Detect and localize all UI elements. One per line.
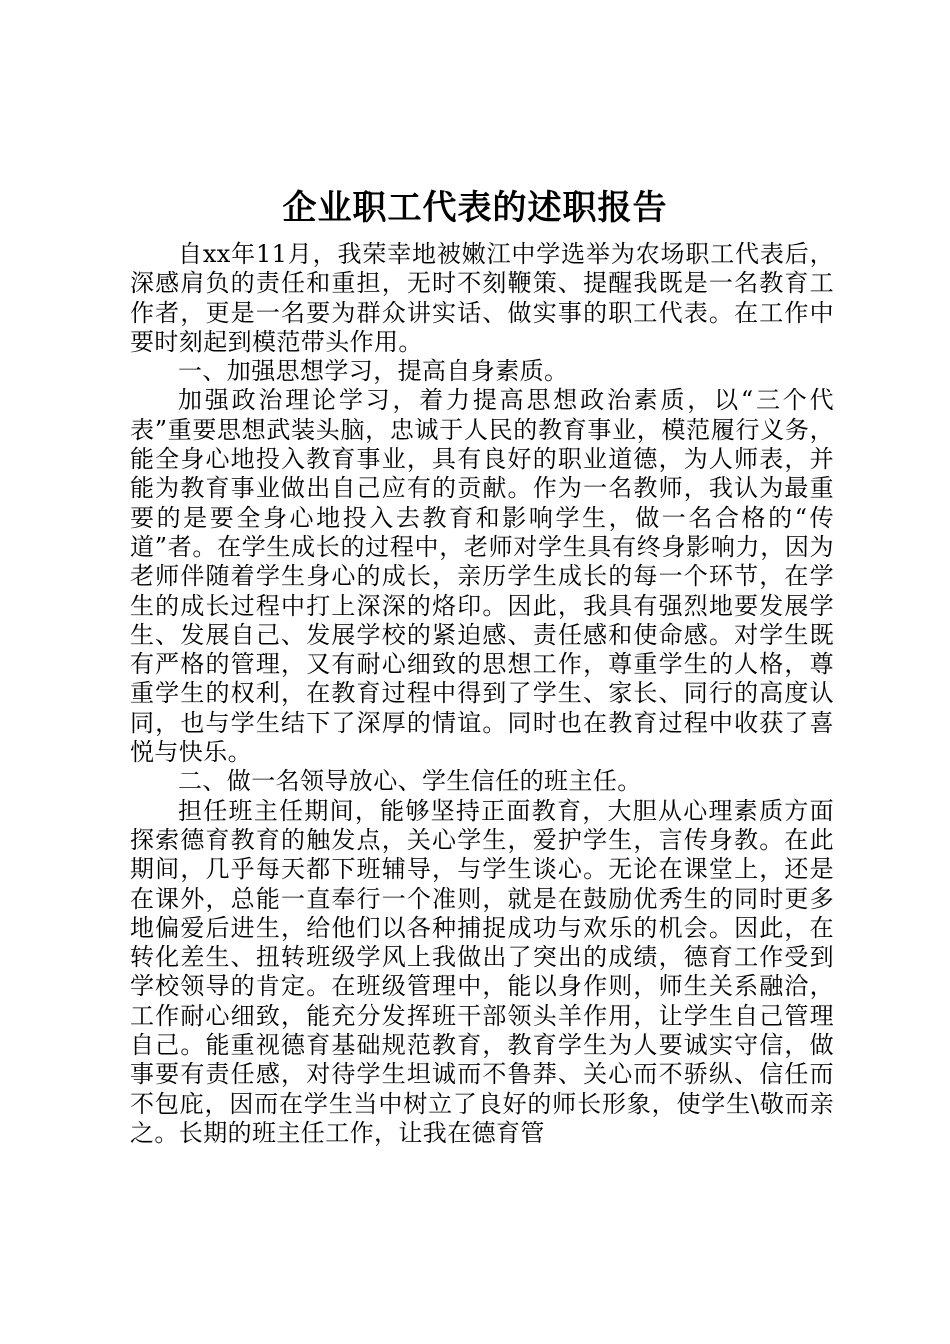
paragraph-section-2: 担任班主任期间，能够坚持正面教育，大胆从心理素质方面探索德育教育的触发点，关心学生，爱护学生，言传身教。在此期间，几乎每天都下班辅导，与学生谈心。无论在课堂上，还是在课外，总能一直奉行一个准则，就是在鼓励优秀生的同时更多地偏爱后进生，给他们以各种捕捉成功与欢乐的机会。因此，在转化差生、扭转班级学风上我做出了突出的成绩，德育工作受到学校领导的肯定。在班级管理中，能以身作则，师生关系融洽，工作耐心细致，能充分发挥班干部领头羊作用，让学生自己管理自己。能重视德育基础规范教育，教育学生为人要诚实守信，做事要有责任感，对待学生坦诚而不鲁莽、关心而不骄纵、信任而不包庇，因而在学生当中树立了良好的师长形象，使学生\敬而亲之。长期的班主任工作，让我在德育管: [130, 796, 834, 1147]
section-heading-2: 二、做一名领导放心、学生信任的班主任。: [178, 767, 642, 796]
document-body: [130, 240, 834, 1148]
section-heading-1: 一、加强思想学习，提高自身素质。: [178, 357, 569, 386]
document-title: 企业职工代表的述职报告: [282, 188, 668, 228]
paragraph-intro: 自xx年11月，我荣幸地被嫩江中学选举为农场职工代表后，深感肩负的责任和重担，无时不刻鞭策、提醒我既是一名教育工作者，更是一名要为群众讲实话、做实事的职工代表。在工作中要时刻起到模范带头作用。: [130, 240, 834, 356]
paragraph-section-1: 加强政治理论学习，着力提高思想政治素质，以“三个代表”重要思想武装头脑，忠诚于人民的教育事业，模范履行义务，能全身心地投入教育事业，具有良好的职业道德，为人师表，并能为教育事业做出自己应有的贡献。作为一名教师，我认为最重要的是要全身心地投入去教育和影响学生，做一名合格的“传道”者。在学生成长的过程中，老师对学生具有终身影响力，因为老师伴随着学生身心的成长，亲历学生成长的每一个环节，在学生的成长过程中打上深深的烙印。因此，我具有强烈地要发展学生、发展自己、发展学校的紧迫感、责任感和使命感。对学生既有严格的管理，又有耐心细致的思想工作，尊重学生的人格，尊重学生的权利，在教育过程中得到了学生、家长、同行的高度认同，也与学生结下了深厚的情谊。同时也在教育过程中收获了喜悦与快乐。: [130, 386, 834, 767]
